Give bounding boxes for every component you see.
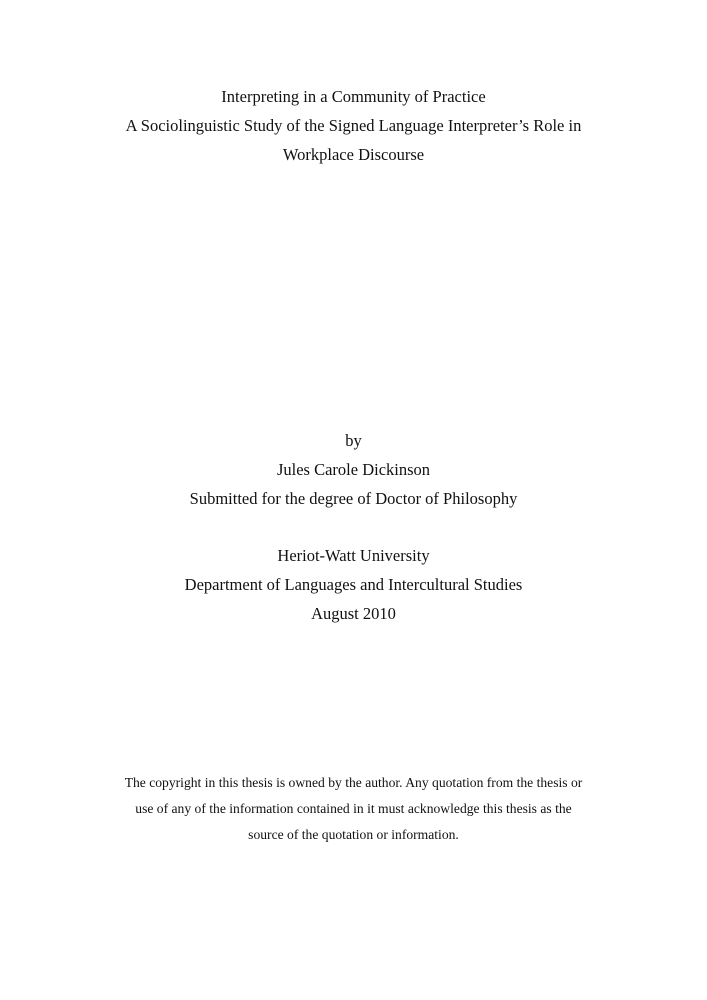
by-label: by bbox=[345, 431, 362, 450]
copyright-line-3: source of the quotation or information. bbox=[248, 827, 459, 842]
institution-section bbox=[0, 541, 707, 628]
author-name: Jules Carole Dickinson bbox=[276, 460, 431, 479]
author-section bbox=[0, 426, 707, 513]
department-name: Department of Languages and Intercultural Studies bbox=[184, 575, 523, 594]
copyright-notice bbox=[90, 770, 617, 848]
title-line-3: Workplace Discourse bbox=[282, 145, 425, 164]
copyright-line-2: use of any of the information contained in it must acknowledge this thesis as the bbox=[135, 801, 572, 816]
university-name: Heriot-Watt University bbox=[277, 546, 430, 565]
title-line-1: Interpreting in a Community of Practice bbox=[221, 87, 486, 106]
submission-date: August 2010 bbox=[311, 604, 396, 623]
title-line-2: A Sociolinguistic Study of the Signed Language Interpreter’s Role in bbox=[125, 116, 582, 135]
degree-statement: Submitted for the degree of Doctor of Philosophy bbox=[189, 489, 518, 508]
copyright-line-1: The copyright in this thesis is owned by the author. Any quotation from the thesis or bbox=[124, 775, 583, 790]
thesis-title bbox=[0, 82, 707, 169]
